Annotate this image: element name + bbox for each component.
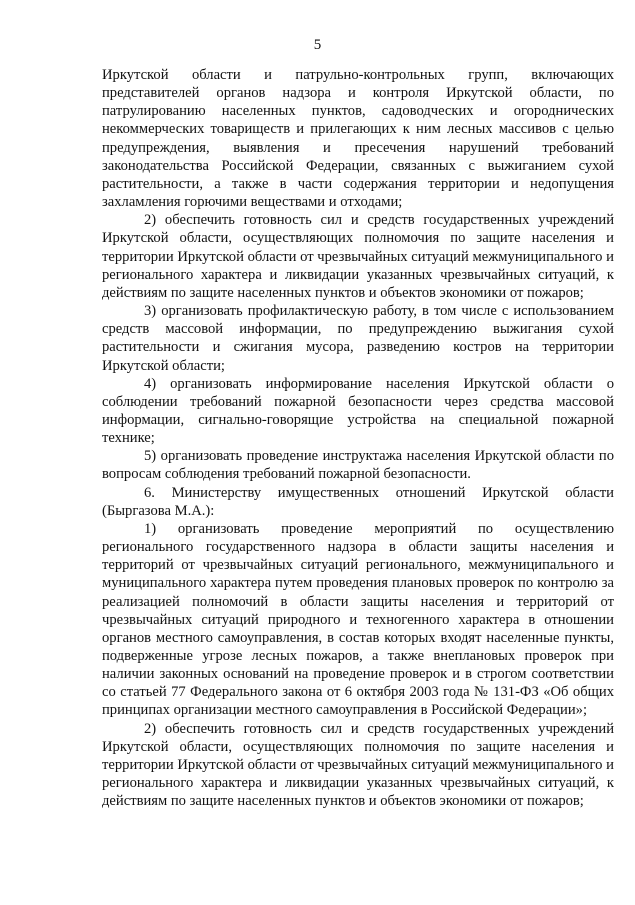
paragraph-item-2: 2) обеспечить готовность сил и средств государственных учреждений Иркутской области, осуществляющих полномочия по защите населения и территории Иркутской области от чрезвычайных ситуаций межмуниципального и регионального характера и ликвидации указанных чрезвычайных ситуаций, к действиям по защите населенных пунктов и объектов экономики от пожаров; [102,212,614,301]
paragraph-item-5: 5) организовать проведение инструктажа населения Иркутской области по вопросам соблюдения требований пожарной безопасности. [102,448,614,483]
paragraph-section-6-item-2: 2) обеспечить готовность сил и средств государственных учреждений Иркутской области, осуществляющих полномочия по защите населения и территории Иркутской области от чрезвычайных ситуаций межмуниципального и регионального характера и ликвидации указанных чрезвычайных ситуаций, к действиям по защите населенных пунктов и объектов экономики от пожаров; [102,720,614,810]
page-number: 5 [313,37,322,53]
paragraph-item-3: 3) организовать профилактическую работу, в том числе с использованием средств массовой информации, по предупреждению выжигания сухой растительности и сжигания мусора, разведению костров на территории Иркутской области; [102,303,614,374]
document-body [102,66,614,810]
paragraph-section-6: 6. Министерству имущественных отношений Иркутской области (Быргазова М.А.): [102,484,614,519]
paragraph-section-6-item-1: 1) организовать проведение мероприятий по осуществлению регионального государственного надзора в области защиты населения и территорий от чрезвычайных ситуаций регионального, межмуниципального и муниципального характера путем проведения плановых проверок по контролю за реализацией полномочий в области защиты населения и территорий от чрезвычайных ситуаций природного и техногенного характера в отношении органов местного самоуправления, в состав которых входят населенные пункты, подверженные угрозе лесных пожаров, а также внеплановых проверок при наличии законных оснований на проведение проверок и в строгом соответствии со статьей 77 Федерального закона от 6 октября 2003 года № 131-ФЗ «Об общих принципах организации местного самоуправления в Российской Федерации»; [102,520,614,719]
paragraph-item-4: 4) организовать информирование населения Иркутской области о соблюдении требований пожарной безопасности через средства массовой информации, сигнально-говорящие устройства на специальной пожарной технике; [102,375,614,447]
paragraph-continuation: Иркутской области и патрульно-контрольных групп, включающих представителей органов надзора и контроля Иркутской области, по патрулированию населенных пунктов, садоводческих и огороднических некоммерческих товариществ и прилегающих к ним лесных массивов с целью предупреждения, выявления и пресечения нарушений требований законодательства Российской Федерации, связанных с выжиганием сухой растительности, а также в части содержания территории и недопущения захламления горючими веществами и отходами; [102,67,614,211]
